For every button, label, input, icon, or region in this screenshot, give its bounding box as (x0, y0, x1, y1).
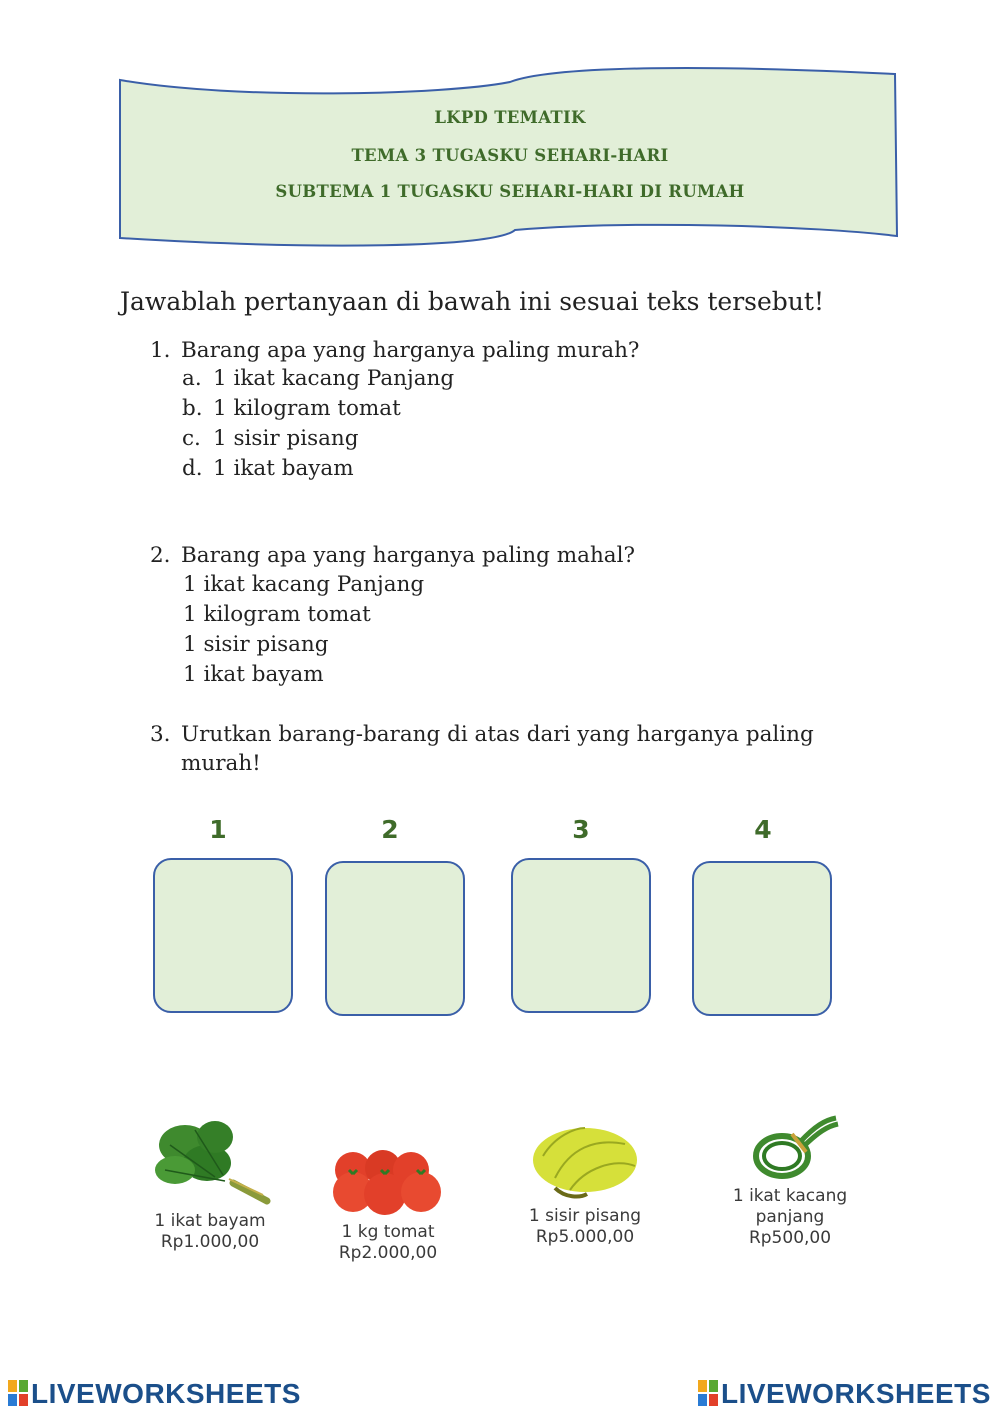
long-bean-icon (740, 1112, 840, 1182)
q1-option-b-letter: b. (182, 396, 203, 421)
spinach-icon (145, 1115, 275, 1207)
item-long-bean-label-2: panjang (755, 1207, 825, 1227)
question-2-number: 2. (150, 543, 171, 568)
item-banana-price: Rp5.000,00 (535, 1227, 635, 1247)
q1-option-d-letter: d. (182, 456, 203, 481)
q1-option-a-text: 1 ikat kacang Panjang (213, 366, 455, 391)
liveworksheets-logo-left (8, 1378, 301, 1410)
q1-option-a[interactable] (182, 364, 455, 394)
answer-drop-slot-4[interactable] (692, 861, 832, 1016)
q1-option-d[interactable] (182, 454, 354, 484)
header-line-2: TEMA 3 TUGASKU SEHARI-HARI (351, 146, 669, 165)
header-banner (115, 60, 905, 260)
slot-number-4: 4 (754, 815, 772, 844)
q1-option-c[interactable] (182, 424, 359, 454)
q1-option-c-letter: c. (182, 426, 201, 451)
liveworksheets-mark-icon (698, 1380, 718, 1406)
item-tomato-label: 1 kg tomat (341, 1222, 435, 1242)
item-spinach-price: Rp1.000,00 (160, 1232, 260, 1252)
question-2-text: Barang apa yang harganya paling mahal? (181, 543, 636, 568)
item-banana[interactable] (515, 1118, 655, 1248)
q2-option-3[interactable]: 1 sisir pisang (183, 632, 329, 657)
q1-option-b-text: 1 kilogram tomat (213, 396, 401, 421)
tomato-icon (323, 1148, 453, 1218)
answer-drop-slot-2[interactable] (325, 861, 465, 1016)
question-1-text: Barang apa yang harganya paling murah? (181, 338, 640, 363)
item-spinach-label: 1 ikat bayam (154, 1211, 266, 1231)
liveworksheets-logo-right (698, 1378, 991, 1410)
answer-drop-slot-3[interactable] (511, 858, 651, 1013)
answer-drop-slot-1[interactable] (153, 858, 293, 1013)
question-3-number: 3. (150, 722, 171, 747)
q1-option-a-letter: a. (182, 366, 202, 391)
item-long-bean[interactable] (720, 1112, 860, 1249)
logo-left-text: LIVEWORKSHEETS (31, 1378, 301, 1409)
liveworksheets-mark-icon (8, 1380, 28, 1406)
q1-option-d-text: 1 ikat bayam (213, 456, 354, 481)
item-tomato[interactable] (318, 1148, 458, 1264)
item-long-bean-price: Rp500,00 (748, 1228, 832, 1248)
header-line-1: LKPD TEMATIK (434, 108, 586, 127)
q1-option-b[interactable] (182, 394, 401, 424)
slot-number-3: 3 (572, 815, 590, 844)
slot-number-2: 2 (381, 815, 399, 844)
banana-icon (525, 1118, 645, 1202)
header-line-3: SUBTEMA 1 TUGASKU SEHARI-HARI DI RUMAH (275, 182, 745, 201)
q2-option-1[interactable]: 1 ikat kacang Panjang (183, 572, 425, 597)
logo-right-text: LIVEWORKSHEETS (721, 1378, 991, 1409)
q2-option-4[interactable]: 1 ikat bayam (183, 662, 324, 687)
question-3-text-line-2: murah! (181, 751, 261, 776)
question-3-text-line-1: Urutkan barang-barang di atas dari yang harganya paling (181, 722, 814, 747)
item-tomato-price: Rp2.000,00 (338, 1243, 438, 1263)
slot-number-1: 1 (209, 815, 227, 844)
question-1-number: 1. (150, 338, 171, 363)
instruction-text: Jawablah pertanyaan di bawah ini sesuai teks tersebut! (120, 287, 824, 316)
item-spinach[interactable] (140, 1115, 280, 1253)
q2-option-2[interactable]: 1 kilogram tomat (183, 602, 371, 627)
item-banana-label: 1 sisir pisang (528, 1206, 642, 1226)
item-long-bean-label-1: 1 ikat kacang (732, 1186, 848, 1206)
q1-option-c-text: 1 sisir pisang (213, 426, 359, 451)
